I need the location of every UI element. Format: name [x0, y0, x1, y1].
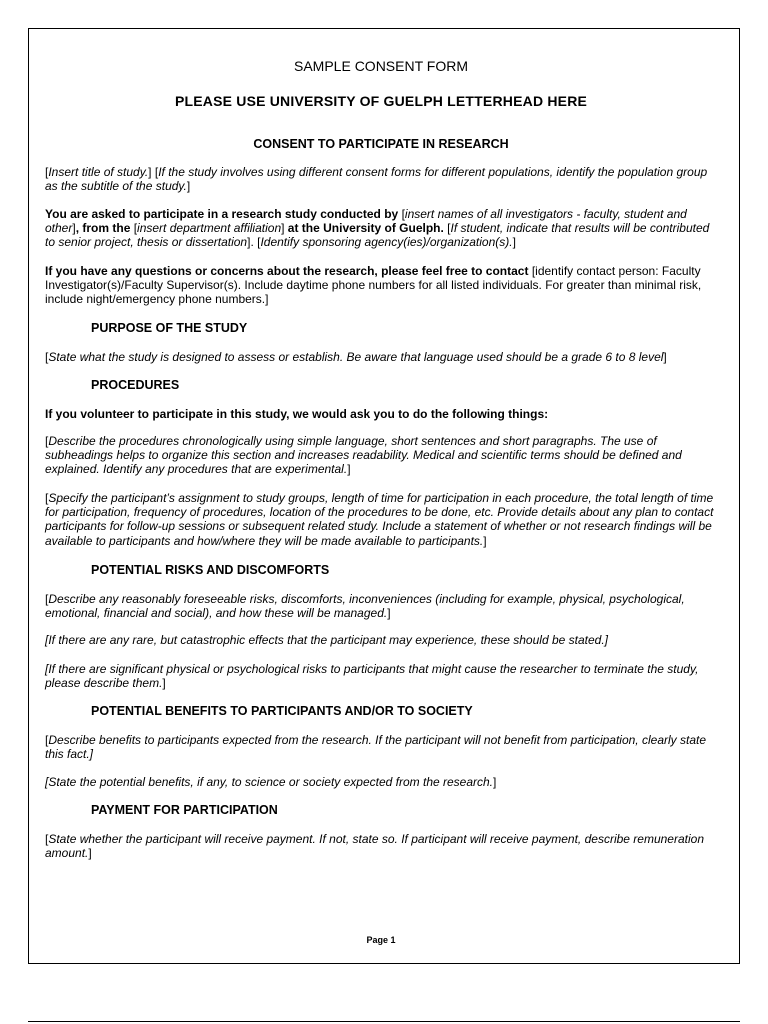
section-heading-purpose: PURPOSE OF THE STUDY	[91, 321, 248, 335]
plain-text: ]. [	[247, 235, 261, 250]
risks-paragraph-2	[45, 633, 717, 647]
plain-text: [identify contact person: Faculty Investigator(s)/Faculty Supervisor(s). Include daytime phone numbers for all listed individuals. For greater than minimal risk, include night/emergency phone numbers.]	[45, 264, 702, 307]
instruction-text: If student, indicate that results will be contributed to senior project, thesis or dissertation	[45, 221, 710, 250]
bracket: ]	[162, 676, 166, 691]
payment-paragraph	[45, 832, 717, 860]
plain-text: [	[443, 221, 451, 236]
instruction-text: Describe any reasonably foreseeable risks, discomforts, inconveniences (including for example, physical, psychological, emotional, financial and social), and how these will be managed.	[45, 592, 685, 621]
plain-text: ]	[512, 235, 516, 250]
benefits-paragraph-1	[45, 733, 717, 761]
contact-paragraph	[45, 264, 717, 307]
purpose-paragraph	[45, 350, 717, 364]
instruction-text: Specify the participant’s assignment to study groups, length of time for participation in each procedure, the total length of time for participation, frequency of procedures, location of the procedures to be done, etc. Provide details about any plan to contact participants for follow-up sessions or subsequent related study. Include a statement of whether or not research findings will be available to participants and how/where they will be made available to participants.	[45, 491, 714, 548]
bracket: [	[45, 733, 49, 747]
risks-paragraph-3	[45, 662, 717, 690]
instruction-text: State whether the participant will receive payment. If not, state so. If participant will receive payment, describe remuneration amount.	[45, 832, 704, 861]
instruction-text: Identify sponsoring agency(ies)/organization(s).	[260, 235, 513, 250]
bracket: [	[45, 592, 49, 606]
study-title-instruction	[45, 165, 717, 193]
document-page	[28, 28, 740, 964]
bold-text: If you have any questions or concerns about the research, please feel free to contact	[45, 264, 529, 278]
bracket: ]	[663, 350, 667, 364]
benefits-paragraph-2	[45, 775, 717, 789]
bracket: ]	[387, 606, 391, 621]
consent-title: CONSENT TO PARTICIPATE IN RESEARCH	[253, 137, 509, 151]
bold-text: , from the	[75, 221, 131, 236]
page-number: Page 1	[366, 935, 396, 945]
bracket: ]	[347, 462, 351, 477]
form-title: SAMPLE CONSENT FORM	[294, 58, 468, 74]
bold-text: You are asked to participate in a research study conducted by	[45, 207, 399, 221]
plain-text: ]	[281, 221, 288, 236]
bracket: ]	[88, 846, 92, 861]
bracket: ]	[186, 179, 191, 194]
instruction-text: State what the study is designed to assess or establish. Be aware that language used should be a grade 6 to 8 level	[48, 350, 664, 364]
instruction-text: [If there are significant physical or psychological risks to participants that might cause the researcher to terminate the study, please describe them.	[45, 662, 699, 691]
investigators-paragraph	[45, 207, 717, 250]
instruction-text: insert names of all investigators - faculty, student and other	[45, 207, 687, 236]
instruction-text: insert department affiliation	[137, 221, 282, 236]
plain-text: ]	[72, 221, 76, 236]
bold-text: at the University of Guelph.	[287, 221, 444, 236]
bracket: [	[45, 832, 49, 846]
instruction-text: Insert title of study.	[48, 165, 149, 179]
plain-text: [	[130, 221, 138, 236]
section-heading-risks: POTENTIAL RISKS AND DISCOMFORTS	[91, 563, 330, 577]
bracket: [	[45, 434, 49, 448]
instruction-text: If the study involves using different consent forms for different populations, identify the population group as the subtitle of the study.	[45, 165, 708, 194]
bracket: ]	[493, 775, 497, 789]
section-heading-benefits: POTENTIAL BENEFITS TO PARTICIPANTS AND/OR TO SOCIETY	[91, 704, 473, 718]
section-heading-payment: PAYMENT FOR PARTICIPATION	[91, 803, 278, 817]
bracket: [	[45, 491, 49, 505]
bracket: [	[45, 350, 49, 364]
instruction-text: [If there are any rare, but catastrophic effects that the participant may experience, these should be stated.]	[45, 633, 608, 647]
procedures-lead: If you volunteer to participate in this study, we would ask you to do the following things:	[45, 407, 549, 421]
plain-text: [	[398, 207, 405, 221]
instruction-text: Describe the procedures chronologically using simple language, short sentences and short paragraphs. The use of subheadings helps to organize this section and increases readability. Medical and scientific terms should be defined and explained. Identify any procedures that are experimental.	[45, 434, 682, 477]
instruction-text: Describe benefits to participants expected from the research. If the participant will not benefit from participation, clearly state this fact.]	[45, 733, 706, 762]
letterhead-instruction: PLEASE USE UNIVERSITY OF GUELPH LETTERHEAD HERE	[174, 93, 588, 109]
bracket: [	[45, 165, 49, 179]
procedures-paragraph-2	[45, 491, 717, 548]
procedures-paragraph-1	[45, 434, 717, 477]
instruction-text: [State the potential benefits, if any, to science or society expected from the research.	[45, 775, 494, 789]
bracket: ]	[483, 533, 487, 548]
bracket: ] [	[148, 165, 159, 179]
section-heading-procedures: PROCEDURES	[91, 378, 180, 392]
risks-paragraph-1	[45, 592, 717, 620]
